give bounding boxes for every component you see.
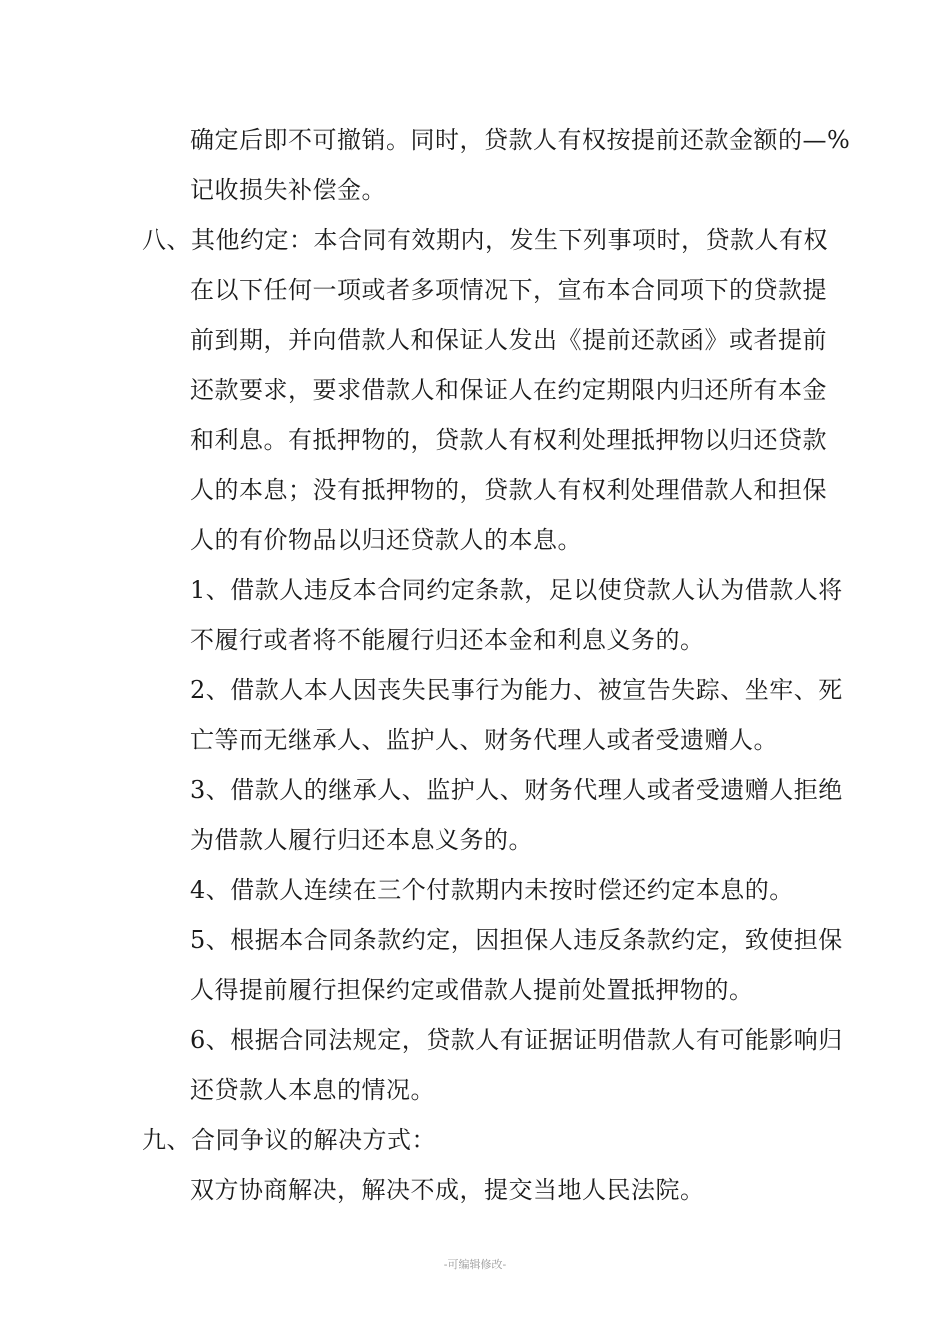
list-item: 3、借款人的继承人、监护人、财务代理人或者受遗赠人拒绝 [190,776,843,804]
text-line: 双方协商解决，解决不成，提交当地人民法院。 [190,1176,705,1204]
section-heading: 八、其他约定：本合同有效期内，发生下列事项时，贷款人有权 [142,226,828,254]
text-line: 还贷款人本息的情况。 [190,1076,435,1104]
text-line: 人得提前履行担保约定或借款人提前处置抵押物的。 [190,976,754,1004]
text-line: 亡等而无继承人、监护人、财务代理人或者受遗赠人。 [190,726,778,754]
text-line: 在以下任何一项或者多项情况下，宣布本合同项下的贷款提 [190,276,827,304]
text-line: 记收损失补偿金。 [190,176,386,204]
text-line: 确定后即不可撤销。同时，贷款人有权按提前还款金额的—% [190,126,851,154]
list-item: 6、根据合同法规定，贷款人有证据证明借款人有可能影响归 [190,1026,843,1054]
list-item: 1、借款人违反本合同约定条款，足以使贷款人认为借款人将 [190,576,843,604]
page-footer: -可编辑修改- [443,1258,507,1271]
section-heading: 九、合同争议的解决方式： [142,1126,436,1154]
text-line: 不履行或者将不能履行归还本金和利息义务的。 [190,626,705,654]
text-line: 前到期，并向借款人和保证人发出《提前还款函》或者提前 [190,326,827,354]
text-line: 人的有价物品以归还贷款人的本息。 [190,526,582,554]
text-line: 和利息。有抵押物的，贷款人有权利处理抵押物以归还贷款 [190,426,827,454]
text-line: 人的本息；没有抵押物的，贷款人有权利处理借款人和担保 [190,476,827,504]
list-item: 2、借款人本人因丧失民事行为能力、被宣告失踪、坐牢、死 [190,676,843,704]
list-item: 5、根据本合同条款约定，因担保人违反条款约定，致使担保 [190,926,843,954]
list-item: 4、借款人连续在三个付款期内未按时偿还约定本息的。 [190,876,794,904]
text-line: 为借款人履行归还本息义务的。 [190,826,533,854]
text-line: 还款要求，要求借款人和保证人在约定期限内归还所有本金 [190,376,827,404]
